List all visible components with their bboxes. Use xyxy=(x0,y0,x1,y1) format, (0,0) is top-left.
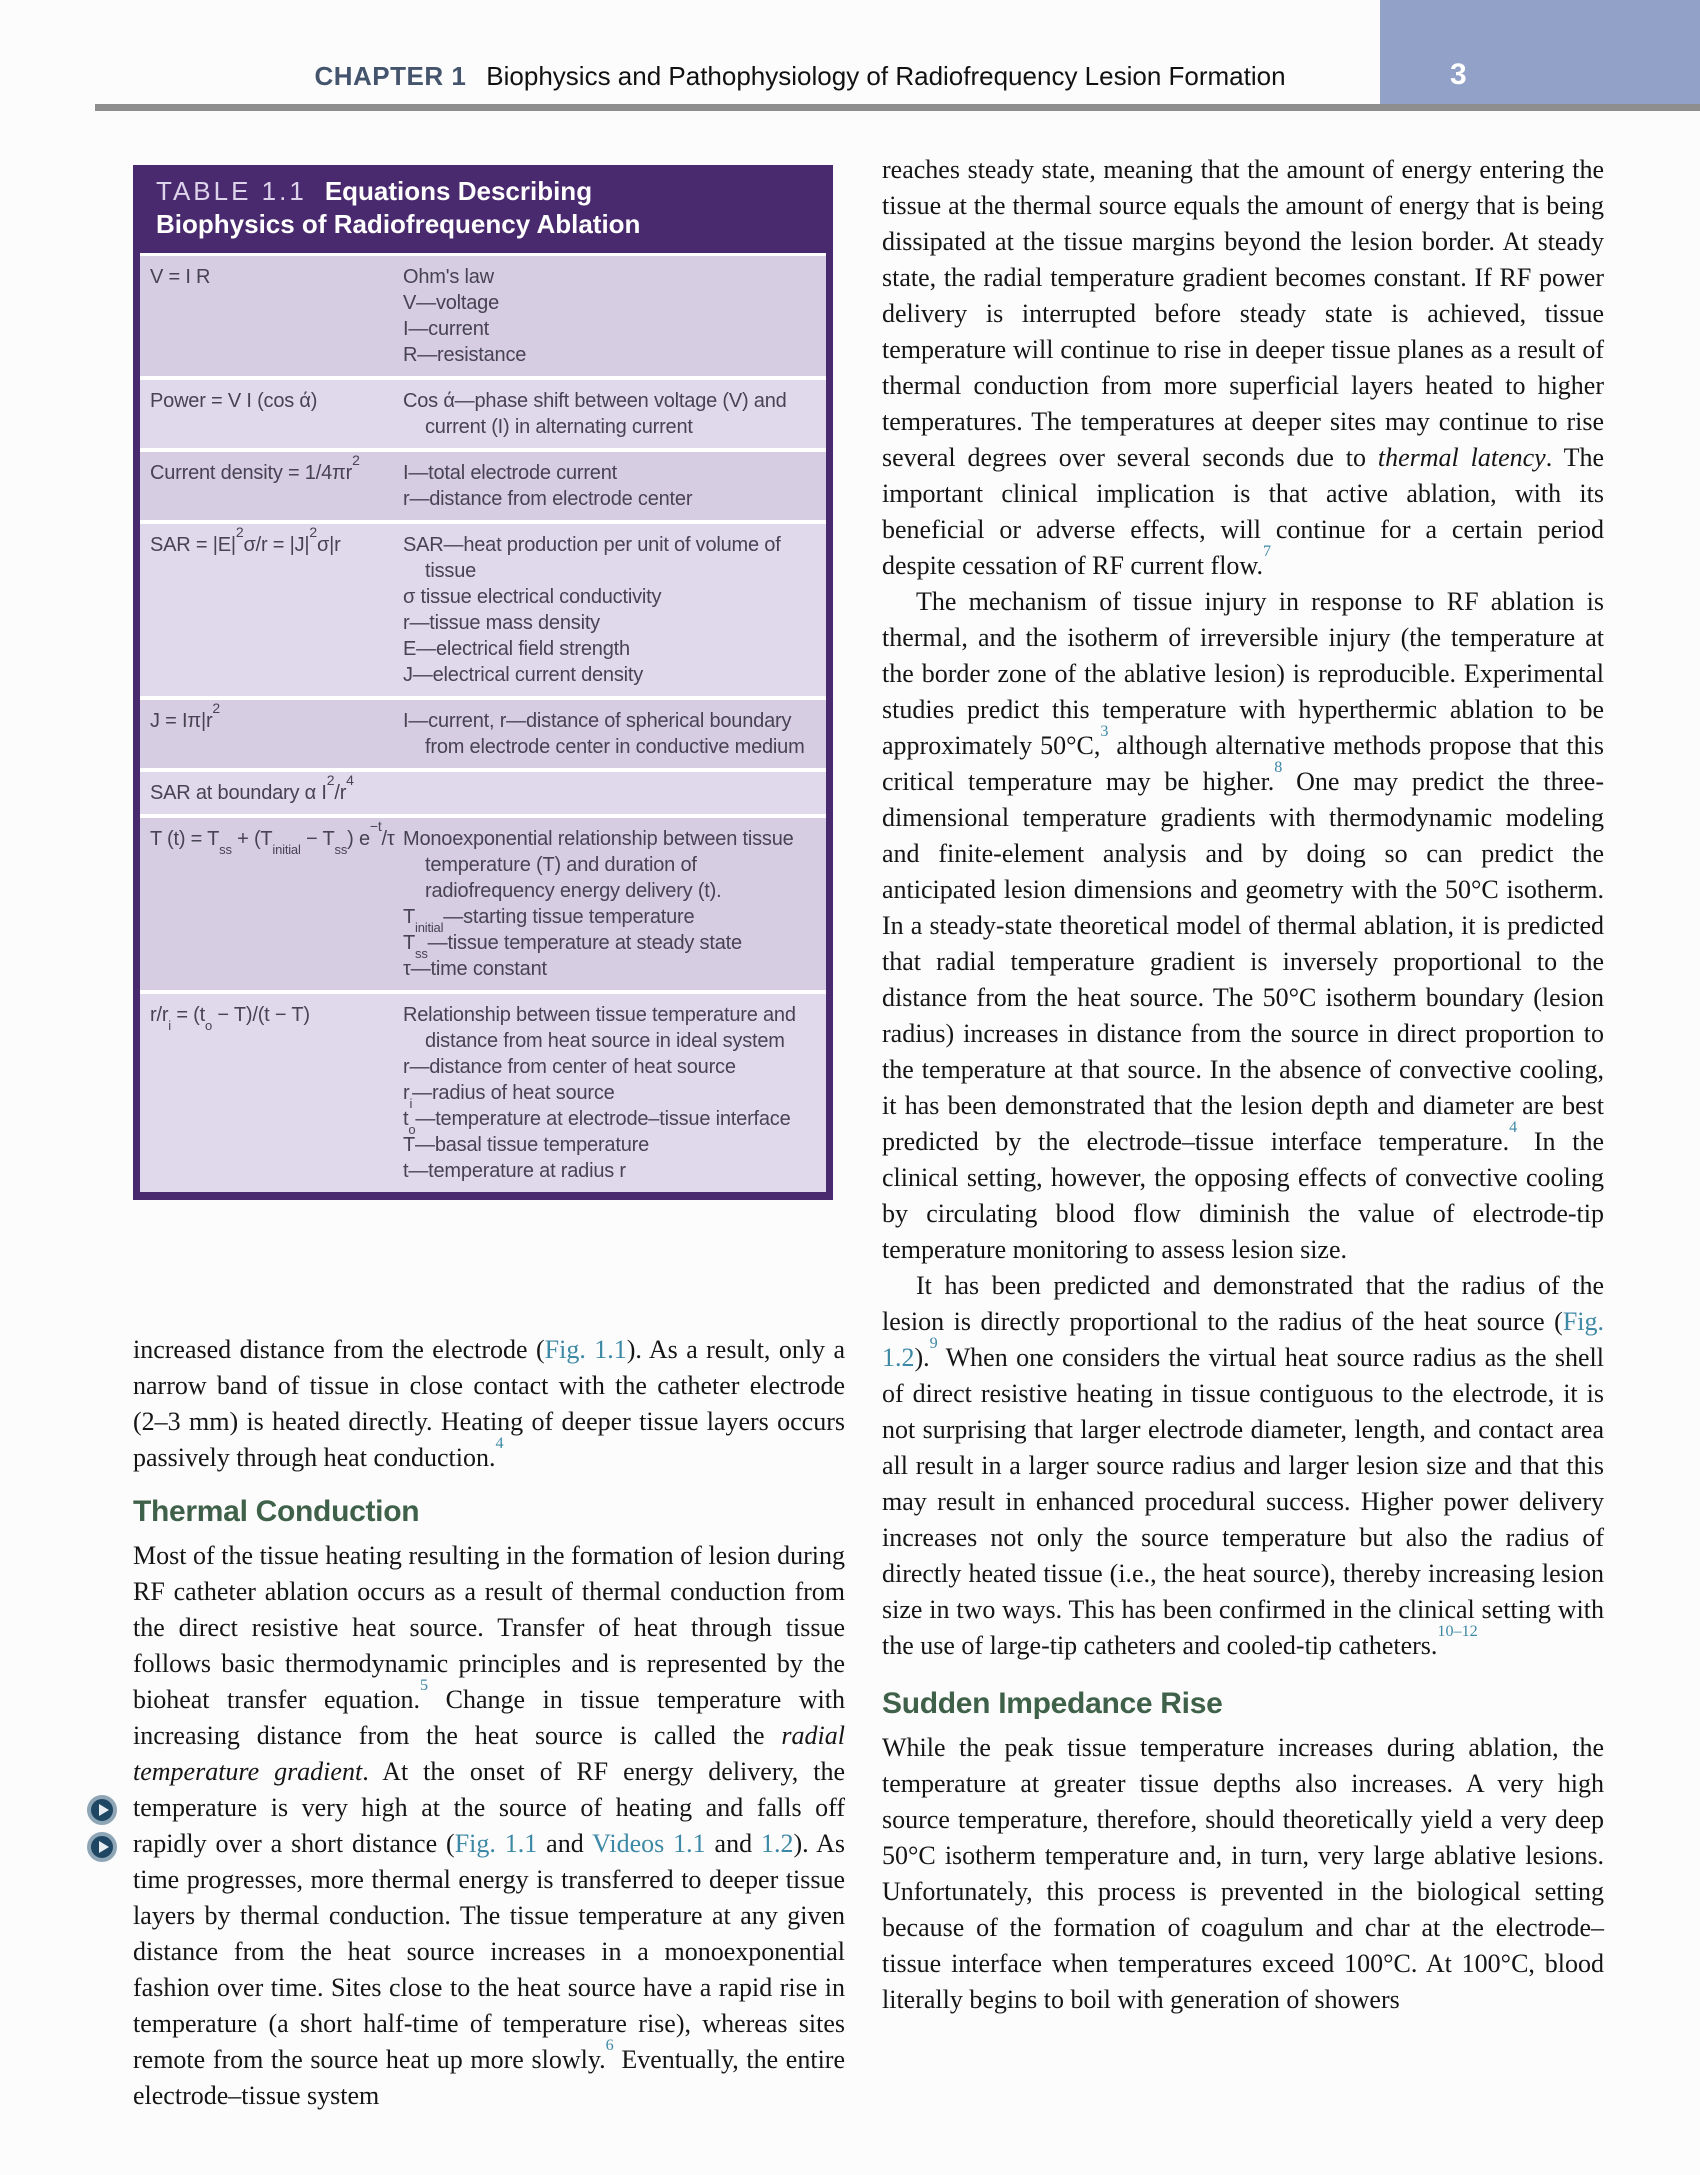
table-row xyxy=(140,696,826,768)
equation-cell: V = I R xyxy=(150,266,211,288)
paragraph-lesion-radius: It has been predicted and demonstrated that the radius of the lesion is directly proportional to the radius of the heat source (Fig. 1.2).$^9$ When one considers the virtual heat source radius as the shell of direct resistive heating in tissue contiguous to the electrode, it is not surprising that larger electrode diameter, length, and contact area all result in a larger source radius and larger lesion size and that this may result in enhanced procedural success. Higher power delivery increases not only the source temperature but also the radius of directly heated tissue (i.e., the heat source), thereby increasing lesion size in two ways. This has been confirmed in the clinical setting with the use of large-tip catheters and cooled-tip catheters.$^{10-12}$ xyxy=(882,1271,1604,1660)
cross-reference-link[interactable]: Fig. 1.1 xyxy=(544,1335,627,1364)
reference-superscript: 2 xyxy=(212,700,220,717)
table-title: Equations Describing Biophysics of Radiofrequency Ablation xyxy=(156,176,641,239)
equation-cell: $r/r_i = (t_o - T)/(t - T)$ xyxy=(150,1004,310,1033)
table-row xyxy=(140,376,826,448)
description-line: V—voltage xyxy=(403,292,500,314)
reference-superscript: 6 xyxy=(605,2037,614,2055)
header-rule xyxy=(95,104,1700,111)
description-line: I—current, r—distance of spherical boundary from electrode center in conductive medium xyxy=(403,710,805,758)
description-cell xyxy=(403,1002,814,1184)
description-line: T—basal tissue temperature xyxy=(403,1134,650,1156)
play-triangle-icon xyxy=(99,1804,109,1816)
running-head xyxy=(100,60,1500,92)
equation-cell: Current density = $1/4\pi r^2$ xyxy=(150,452,360,484)
description-cell xyxy=(403,780,814,806)
cross-reference-link[interactable]: 1.2 xyxy=(760,1829,794,1858)
chapter-title: Biophysics and Pathophysiology of Radiofrequency Lesion Formation xyxy=(486,61,1286,91)
description-cell xyxy=(403,532,814,688)
reference-superscript: 2 xyxy=(235,524,244,541)
page-number: 3 xyxy=(1450,58,1467,91)
paragraph-continued: increased distance from the electrode (Fig. 1.1). As a result, only a narrow band of tissue in close contact with the catheter electrode (2–3 mm) is heated directly. Heating of deeper tissue layers occurs passively through heat conduction.$^4$ xyxy=(133,1335,846,1472)
reference-superscript: 4 xyxy=(1509,1119,1518,1137)
description-line: $r_i—radius$ of heat source xyxy=(403,1082,615,1111)
reference-superscript: 2 xyxy=(352,452,360,469)
description-line: I—current xyxy=(403,318,490,340)
description-line: I—total electrode current xyxy=(403,462,617,484)
right-column xyxy=(882,152,1604,2018)
reference-superscript: 9 xyxy=(929,1335,938,1353)
description-line: SAR—heat production per unit of volume of tissue xyxy=(403,534,781,582)
reference-superscript: 2 xyxy=(309,524,317,541)
paragraph-impedance: While the peak tissue temperature increases during ablation, the temperature at greater tissue depths also increases. A very high source temperature, therefore, should theoretically yield a very deep 50°C isotherm temperature and, in turn, very large ablative lesions. Unfortunately, this process is prevented in the biological setting because of the formation of coagulum and char at the electrode–tissue interface when temperatures exceed 100°C. At 100°C, blood literally begins to boil with generation of showers xyxy=(882,1733,1604,2014)
description-cell xyxy=(403,388,814,440)
description-line: τ—time constant xyxy=(403,958,547,980)
description-line: r—distance from electrode center xyxy=(403,488,693,510)
chapter-label: CHAPTER 1 xyxy=(314,61,467,91)
description-line: Monoexponential relationship between tissue temperature (T) and duration of radiofrequency energy delivery (t). xyxy=(403,828,794,902)
table-header xyxy=(140,165,826,253)
description-line: Ohm's law xyxy=(403,266,494,288)
equation-cell: SAR = $|E|^2\sigma/r = |J|^2\sigma|r$ xyxy=(150,524,341,556)
description-line: Cos ά—phase shift between voltage (V) and current (I) in alternating current xyxy=(403,390,787,438)
description-cell xyxy=(403,264,814,368)
section-heading-sudden-impedance-rise: Sudden Impedance Rise xyxy=(882,1687,1223,1720)
description-cell xyxy=(403,708,814,760)
cross-reference-link[interactable]: Fig. 1.2 xyxy=(882,1307,1604,1372)
description-line: σ tissue electrical conductivity xyxy=(403,586,662,608)
table-row xyxy=(140,448,826,520)
cross-reference-link[interactable]: Videos 1.1 xyxy=(592,1829,706,1858)
table-row xyxy=(140,256,826,376)
reference-superscript: 2 xyxy=(326,772,335,789)
description-cell xyxy=(403,826,814,982)
description-line: Relationship between tissue temperature and distance from heat source in ideal system xyxy=(403,1004,796,1052)
table-label: TABLE 1.1 xyxy=(156,176,307,206)
description-line: E—electrical field strength xyxy=(403,638,630,660)
description-line: r—distance from center of heat source xyxy=(403,1056,736,1078)
description-line: $T_{ss}—tissue$ temperature at steady state xyxy=(403,932,742,961)
reference-superscript: 7 xyxy=(1263,543,1272,561)
description-line: r—tissue mass density xyxy=(403,612,600,634)
table-body xyxy=(140,253,826,1192)
equation-cell: $J = I\pi|r^2$ xyxy=(150,700,220,732)
equation-cell: SAR at boundary α $I^2/r^4$ xyxy=(150,772,354,804)
page-number-block xyxy=(1380,0,1700,104)
description-cell xyxy=(403,460,814,512)
reference-superscript: 4 xyxy=(495,1435,504,1453)
paragraph-mechanism: The mechanism of tissue injury in response to RF ablation is thermal, and the isotherm of irreversible injury (the temperature at the border zone of the ablative lesion) is reproducible. Experimental studies predict this temperature with hyperthermic ablation to be approximately 50°C,$^3$ although alternative methods propose that this critical temperature may be higher.$^8$ One may predict the three-dimensional temperature gradients with thermodynamic modeling and finite-element analysis and by doing so can predict the anticipated lesion dimensions and geometry with the 50°C isotherm. In a steady-state theoretical model of thermal ablation, it is predicted that radial temperature gradient is inversely proportional to the distance from the heat source. The 50°C isotherm boundary (lesion radius) increases in distance from the source in direct proportion to the temperature at that source. In the absence of convective cooling, it has been demonstrated that the lesion depth and diameter are best predicted by the electrode–tissue interface temperature.$^4$ In the clinical setting, however, the opposing effects of convective cooling by circulating blood flow diminish the value of electrode-tip temperature monitoring to assess lesion size. xyxy=(882,587,1604,1264)
table-row xyxy=(140,990,826,1192)
reference-superscript: 3 xyxy=(1100,723,1109,741)
description-line: $t_o—temperature$ at electrode–tissue interface xyxy=(403,1108,791,1137)
play-triangle-icon xyxy=(99,1841,109,1853)
section-heading-thermal-conduction: Thermal Conduction xyxy=(133,1495,420,1528)
cross-reference-link[interactable]: Fig. 1.1 xyxy=(454,1829,538,1858)
description-line: R—resistance xyxy=(403,344,527,366)
video-play-icon[interactable] xyxy=(87,1795,117,1825)
reference-superscript: 10–12 xyxy=(1437,1623,1478,1641)
equation-cell: T $(t) = T_{ss} + (T_{initial} - T_{ss})$ $e^{-t}/\tau$ xyxy=(150,818,395,857)
table-row xyxy=(140,768,826,814)
paragraph-steady-state: reaches steady state, meaning that the amount of energy entering the tissue at the thermal source equals the amount of energy that is being dissipated at the tissue margins beyond the lesion border. At steady state, the radial temperature gradient becomes constant. If RF power delivery is interrupted before steady state is achieved, tissue temperature will continue to rise in deeper tissue planes as a result of thermal conduction from more superficial layers heated to higher temperatures. The temperatures at deeper sites may continue to rise several degrees over several seconds due to thermal latency. The important clinical implication is that active ablation, with its beneficial or adverse effects, will continue for a certain period despite cessation of RF current flow.$^7$ xyxy=(882,155,1605,580)
paragraph-thermal-conduction: Most of the tissue heating resulting in the formation of lesion during RF catheter ablation occurs as a result of thermal conduction from the direct resistive heat source. Transfer of heat through tissue follows basic thermodynamic principles and is represented by the bioheat transfer equation.$^5$ Change in tissue temperature with increasing distance from the heat source is called the radial temperature gradient. At the onset of RF energy delivery, the temperature is very high at the source of heating and falls off rapidly over a short distance (Fig. 1.1 and Videos 1.1 and 1.2). As time progresses, more thermal energy is transferred to deeper tissue layers by thermal conduction. The tissue temperature at any given distance from the heat source increases in a monoexponential fashion over time. Sites close to the heat source have a rapid rise in temperature (a short half-time of temperature rise), whereas sites remote from the source heat up more slowly.$^6$ Eventually, the entire electrode–tissue system xyxy=(133,1541,846,2110)
reference-superscript: 4 xyxy=(346,772,354,789)
reference-superscript: 8 xyxy=(1274,759,1283,777)
description-line: $T_{initial}—starting$ tissue temperature xyxy=(403,906,695,935)
equation-cell: Power = V I (cos ά) xyxy=(150,390,318,412)
description-line: J—electrical current density xyxy=(403,664,644,686)
table-row xyxy=(140,520,826,696)
table-row xyxy=(140,814,826,990)
reference-superscript: −t xyxy=(369,818,382,835)
equations-table xyxy=(133,165,833,1200)
reference-superscript: 5 xyxy=(420,1677,429,1695)
video-play-icon[interactable] xyxy=(87,1832,117,1862)
description-line: t—temperature at radius r xyxy=(403,1160,626,1182)
left-column xyxy=(133,1332,845,2114)
